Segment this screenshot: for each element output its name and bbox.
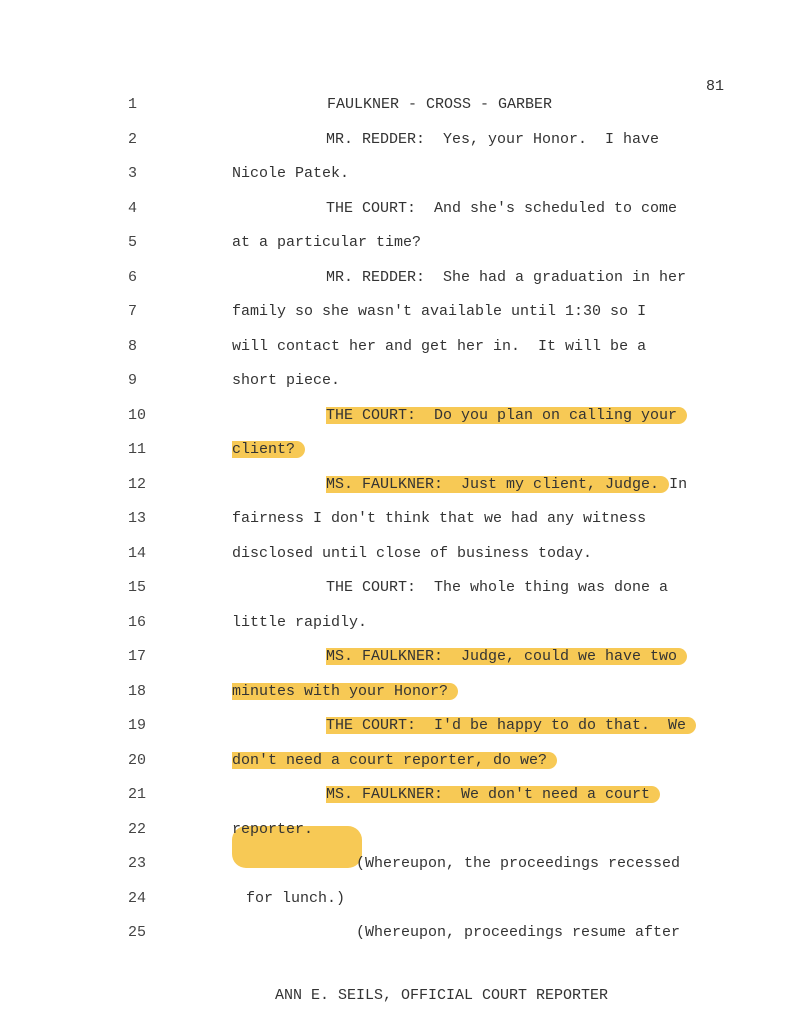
line-text (326, 716, 696, 736)
line-number: 14 (128, 544, 147, 562)
transcript-line (0, 854, 790, 874)
highlighted-text: MS. FAULKNER: We don't need a court (326, 786, 660, 803)
line-number: 1 (128, 96, 138, 113)
footer-reporter: ANN E. SEILS, OFFICIAL COURT REPORTER (275, 987, 609, 1004)
transcript-line (0, 268, 790, 288)
line-text (232, 440, 305, 460)
highlighted-text: MS. FAULKNER: Judge, could we have two (326, 648, 687, 665)
transcript-line (0, 544, 790, 564)
line-text: THE COURT: The whole thing was done a (326, 579, 669, 596)
line-text (326, 406, 687, 426)
line-text: FAULKNER - CROSS - GARBER (327, 96, 553, 113)
line-text: (Whereupon, proceedings resume after (356, 924, 681, 941)
line-text: (Whereupon, the proceedings recessed (356, 855, 681, 872)
line-text: short piece. (232, 372, 341, 389)
transcript-line (0, 440, 790, 460)
line-text (232, 751, 557, 771)
line-number: 4 (128, 199, 138, 217)
page-number: 81 (706, 78, 725, 95)
transcript-line (0, 613, 790, 633)
line-text: THE COURT: And she's scheduled to come (326, 199, 678, 217)
highlighted-text: THE COURT: I'd be happy to do that. We (326, 717, 696, 734)
transcript-line (0, 578, 790, 598)
line-number: 5 (128, 234, 138, 251)
line-text: will contact her and get her in. It will be a (232, 337, 647, 355)
line-text: family so she wasn't available until 1:30 so I (232, 303, 647, 320)
transcript-line (0, 95, 790, 115)
line-number: 2 (128, 130, 138, 148)
line-number: 15 (128, 579, 147, 596)
line-number: 18 (128, 682, 147, 700)
line-number: 17 (128, 648, 147, 665)
transcript-line (0, 820, 790, 840)
transcript-line (0, 199, 790, 219)
highlighted-text: minutes with your Honor? (232, 683, 458, 700)
transcript-line (0, 164, 790, 184)
line-text: MS. FAULKNER: Just my client, Judge. In (326, 475, 688, 493)
transcript-line (0, 337, 790, 357)
line-number: 6 (128, 268, 138, 286)
transcript-line (0, 233, 790, 253)
line-text: Nicole Patek. (232, 165, 350, 182)
transcript-line (0, 302, 790, 322)
transcript-line (0, 889, 790, 909)
line-number: 21 (128, 786, 147, 803)
line-number: 19 (128, 717, 147, 734)
line-number: 7 (128, 303, 138, 320)
transcript-line (0, 475, 790, 495)
line-number: 10 (128, 406, 147, 424)
transcript-line (0, 509, 790, 529)
line-number: 3 (128, 165, 138, 182)
transcript-line (0, 785, 790, 805)
line-text: for lunch.) (246, 889, 346, 907)
line-number: 16 (128, 613, 147, 631)
line-number: 24 (128, 889, 147, 907)
transcript-line (0, 751, 790, 771)
line-number: 12 (128, 475, 147, 493)
highlighted-text: client? (232, 441, 305, 458)
transcript-line (0, 923, 790, 943)
line-text: reporter. (232, 820, 314, 838)
line-number: 8 (128, 337, 138, 355)
highlighted-text: THE COURT: Do you plan on calling your (326, 407, 687, 424)
transcript-line (0, 716, 790, 736)
line-text (232, 682, 458, 702)
line-text: disclosed until close of business today. (232, 544, 593, 562)
line-number: 22 (128, 820, 147, 838)
line-text: MR. REDDER: She had a graduation in her (326, 268, 687, 286)
line-text: MR. REDDER: Yes, your Honor. I have (326, 130, 660, 148)
line-number: 25 (128, 924, 147, 941)
line-text: at a particular time? (232, 234, 422, 251)
transcript-line (0, 647, 790, 667)
line-number: 20 (128, 751, 147, 769)
transcript-line (0, 130, 790, 150)
transcript-line (0, 406, 790, 426)
line-number: 9 (128, 372, 138, 389)
transcript-line (0, 682, 790, 702)
highlighted-text: MS. FAULKNER: Just my client, Judge. (326, 476, 669, 493)
line-number: 11 (128, 441, 147, 458)
line-number: 23 (128, 855, 147, 872)
line-text: little rapidly. (232, 613, 368, 631)
transcript-line (0, 371, 790, 391)
line-text: fairness I don't think that we had any witness (232, 510, 647, 527)
highlighted-text: don't need a court reporter, do we? (232, 752, 557, 769)
line-number: 13 (128, 510, 147, 527)
line-text (326, 785, 660, 805)
line-text (326, 647, 687, 667)
